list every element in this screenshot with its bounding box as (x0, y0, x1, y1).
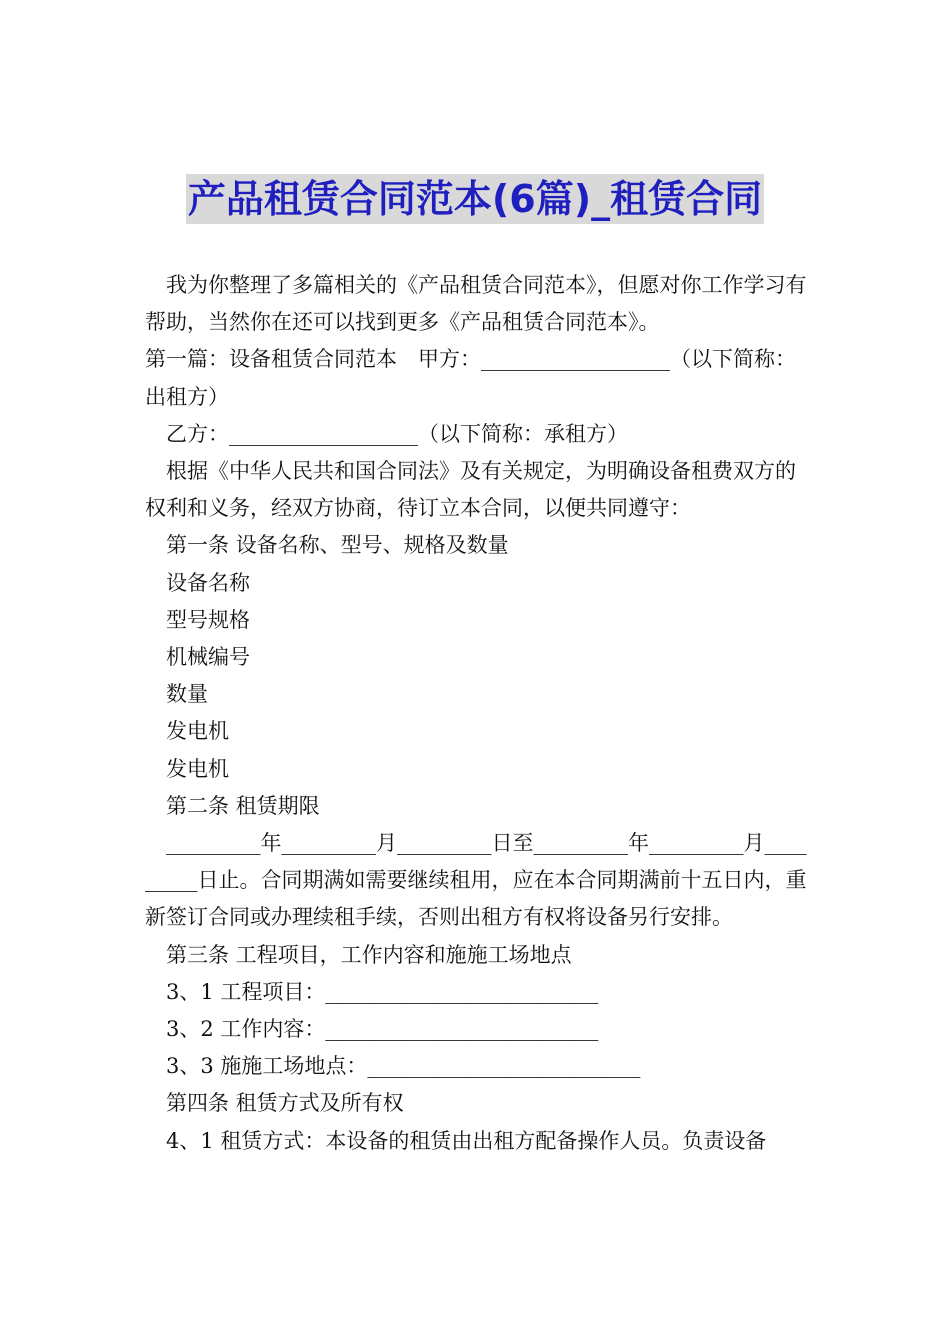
paragraph: 3、2 工作内容：__________________________ (166, 1017, 599, 1042)
paragraph: 机械编号 (166, 645, 250, 670)
document-body (145, 267, 813, 1160)
document-title: 产品租赁合同范本(6篇)_租赁合同 (186, 174, 764, 224)
paragraph: 第四条 租赁方式及所有权 (166, 1091, 404, 1116)
title-wrap (0, 174, 950, 224)
paragraph: 3、3 施施工场地点：__________________________ (166, 1054, 641, 1079)
paragraph: 3、1 工程项目：__________________________ (166, 979, 599, 1004)
paragraph: 我为你整理了多篇相关的《产品租赁合同范本》，但愿对你工作学习有帮助，当然你在还可以找到更多《产品租赁合同范本》。 (145, 273, 807, 335)
paragraph: 乙方：__________________（以下简称：承租方） (166, 421, 628, 446)
paragraph: _________年_________月_________日至_________年_________月_________日止。合同期满如需要继续租用，应在本合同期满前十五日内，重新签订合同或办理续租手续，否则出租方有权将设备另行安排。 (145, 831, 807, 930)
paragraph: 发电机 (166, 756, 229, 781)
paragraph: 数量 (166, 682, 208, 707)
paragraph: 第一条 设备名称、型号、规格及数量 (166, 533, 509, 558)
paragraph: 型号规格 (166, 607, 250, 632)
paragraph: 第三条 工程项目，工作内容和施施工场地点 (166, 942, 572, 967)
paragraph: 第一篇：设备租赁合同范本 甲方：__________________（以下简称：出租方） (145, 347, 796, 409)
paragraph: 4、1 租赁方式：本设备的租赁由出租方配备操作人员。负责设备 (166, 1128, 767, 1153)
paragraph: 发电机 (166, 719, 229, 744)
paragraph: 第二条 租赁期限 (166, 793, 320, 818)
paragraph: 根据《中华人民共和国合同法》及有关规定，为明确设备租费双方的权利和义务，经双方协商，待订立本合同，以便共同遵守： (145, 459, 796, 521)
paragraph: 设备名称 (166, 570, 250, 595)
